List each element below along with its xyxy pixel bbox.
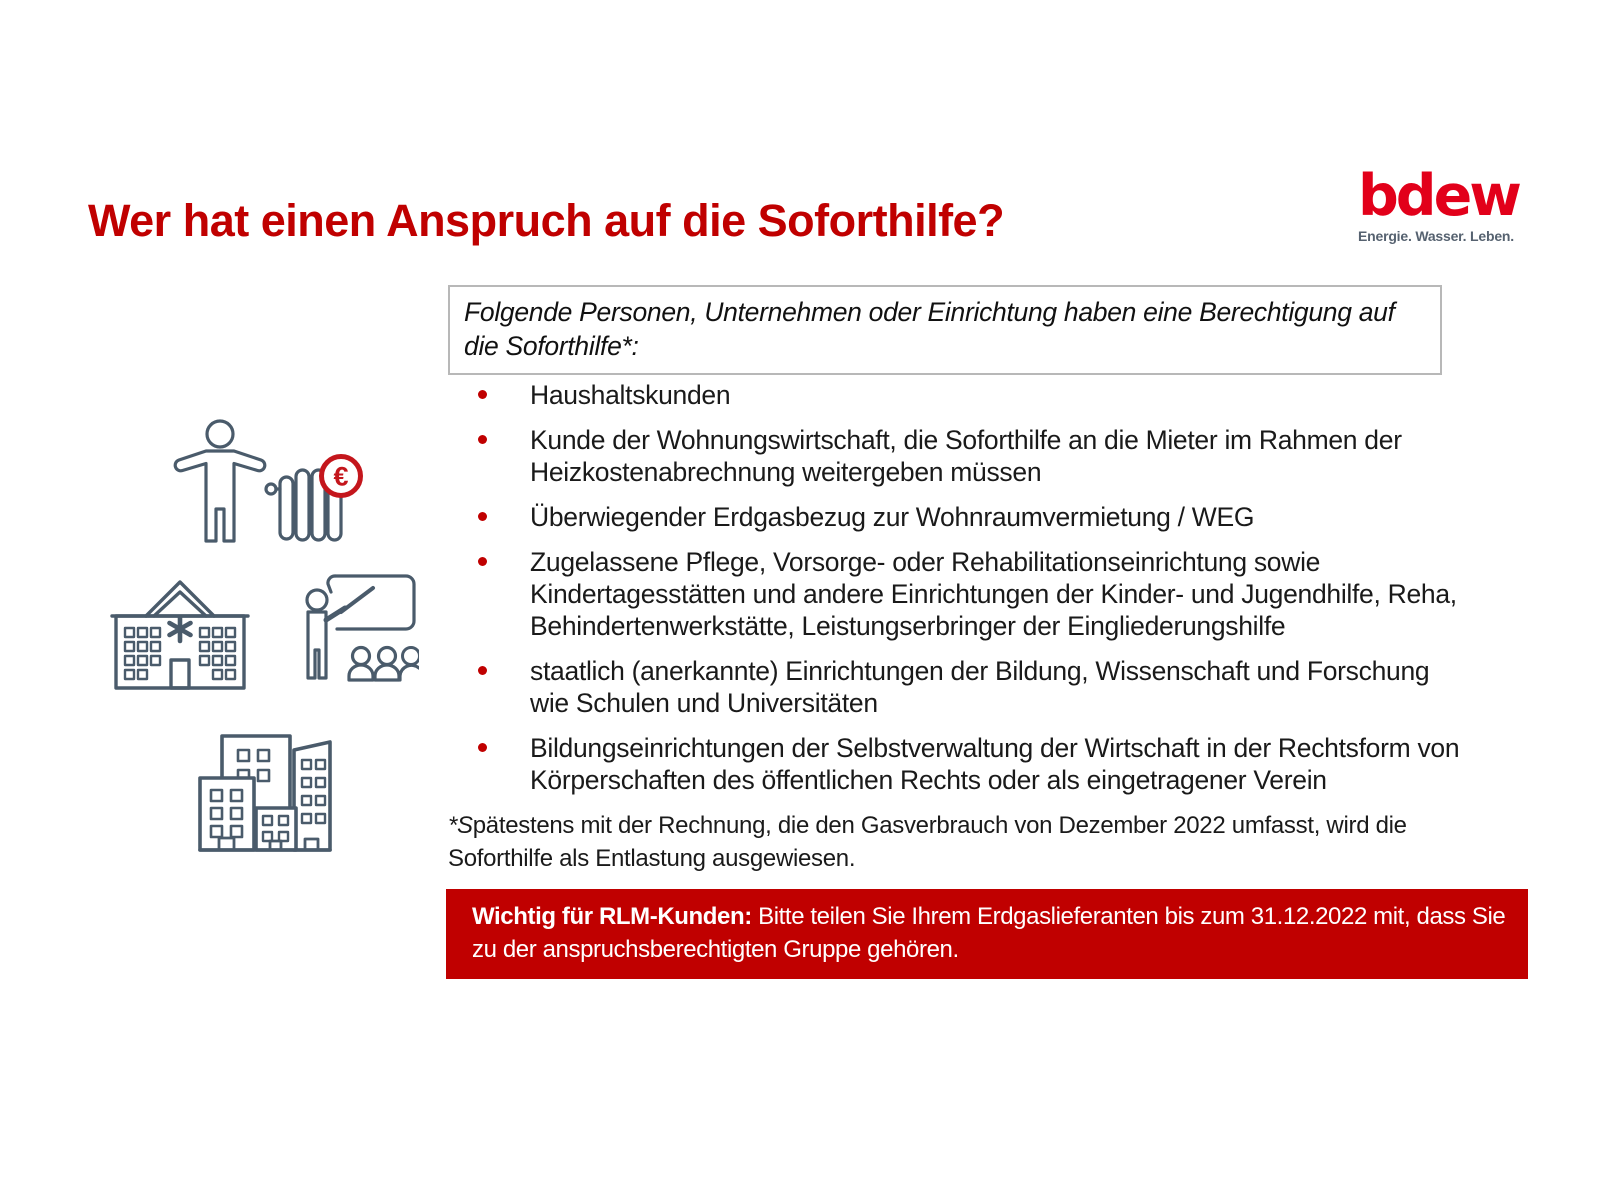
hospital-icon	[108, 570, 252, 694]
bullet-text: Kunde der Wohnungswirtschaft, die Soforthilfe an die Mieter im Rahmen der Heizkostenabrechnung weitergeben müssen	[530, 425, 1402, 487]
page-title: Wer hat einen Anspruch auf die Soforthilfe?	[88, 195, 1005, 246]
bullet-text: Zugelassene Pflege, Vorsorge- oder Rehabilitationseinrichtung sowie Kindertagesstätten und andere Einrichtungen der Kinder- und Jugendhilfe, Reha, Behindertenwerkstätte, Leistungserbringer der Eingliederungshilfe	[530, 547, 1457, 641]
bullet-list	[448, 379, 1460, 796]
rlm-banner-text: Bitte teilen Sie Ihrem Erdgaslieferanten bis zum 31.12.2022 mit, dass Sie zu der anspruchsberechtigten Gruppe gehören.	[472, 903, 1506, 963]
teacher-classroom-icon	[291, 566, 419, 686]
bdew-logo-tagline: Energie. Wasser. Leben.	[1358, 228, 1514, 244]
bdew-logo	[1358, 163, 1538, 244]
bullet-dot-icon	[478, 666, 487, 675]
person-radiator-euro-icon	[158, 413, 366, 549]
bullet-item	[448, 424, 1460, 488]
bullet-dot-icon	[478, 743, 487, 752]
rlm-banner-label: Wichtig für RLM-Kunden:	[472, 903, 752, 930]
rlm-banner	[446, 889, 1528, 979]
euro-icon	[322, 457, 361, 496]
footnote-italic-prefix: *S	[448, 812, 473, 839]
bullet-dot-icon	[478, 557, 487, 566]
bullet-item	[448, 732, 1460, 796]
city-buildings-icon	[192, 728, 336, 856]
bullet-item	[448, 655, 1460, 719]
bullet-item	[448, 501, 1460, 533]
bdew-logo-wordmark: bdew	[1358, 163, 1519, 229]
bullet-text: Bildungseinrichtungen der Selbstverwaltung der Wirtschaft in der Rechtsform von Körperschaften des öffentlichen Rechts oder als eingetragener Verein	[530, 733, 1460, 795]
intro-box	[448, 285, 1442, 375]
bullet-dot-icon	[478, 390, 487, 399]
bullet-item	[448, 379, 1460, 411]
bullet-dot-icon	[478, 435, 487, 444]
svg-text:€: €	[333, 461, 349, 492]
intro-box-text: Folgende Personen, Unternehmen oder Einrichtung haben eine Berechtigung auf die Soforthilfe*:	[464, 297, 1395, 361]
bullet-text: staatlich (anerkannte) Einrichtungen der Bildung, Wissenschaft und Forschung wie Schulen und Universitäten	[530, 656, 1430, 718]
footnote	[448, 809, 1458, 875]
content-column	[448, 285, 1530, 979]
bullet-dot-icon	[478, 512, 487, 521]
bullet-item	[448, 546, 1460, 642]
bullet-text: Haushaltskunden	[530, 380, 731, 410]
footnote-text: pätestens mit der Rechnung, die den Gasverbrauch von Dezember 2022 umfasst, wird die Soforthilfe als Entlastung ausgewiesen.	[448, 812, 1407, 872]
bullet-text: Überwiegender Erdgasbezug zur Wohnraumvermietung / WEG	[530, 502, 1255, 532]
